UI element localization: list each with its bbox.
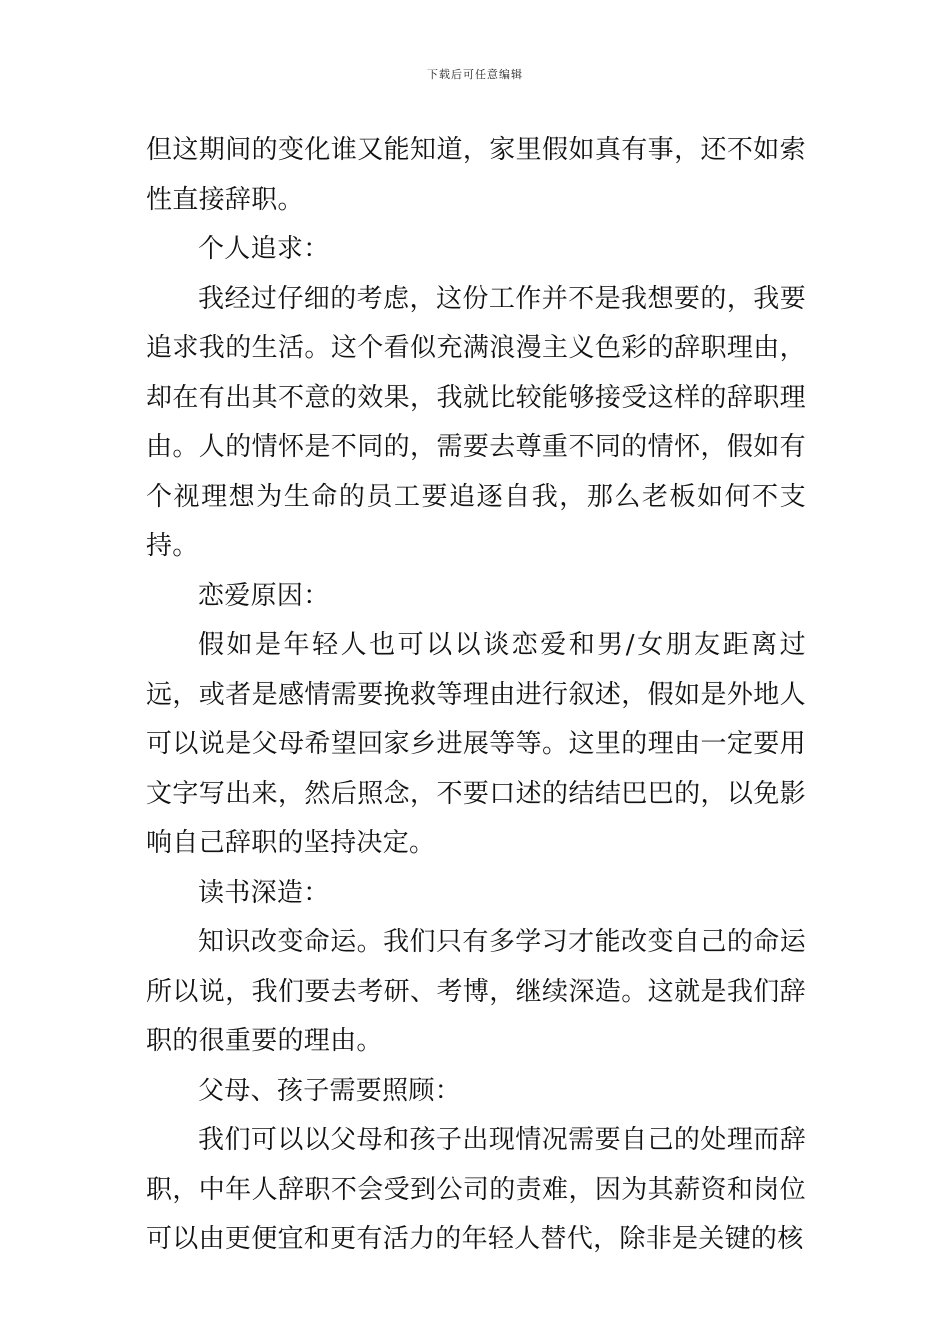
paragraph-family-care: 我们可以以父母和孩子出现情况需要自己的处理而辞职，中年人辞职不会受到公司的责难，因为其薪资和岗位可以由更便宜和更有活力的年轻人替代，除非是关键的核 — [146, 1125, 806, 1254]
paragraph-romance-reason: 假如是年轻人也可以以谈恋爱和男/女朋友距离过远，或者是感情需要挽救等理由进行叙述，假如是外地人可以说是父母希望回家乡进展等等。这里的理由一定要用文字写出来，然后照念，不要口述的结结巴巴的，以免影响自己辞职的坚持决定。 — [146, 630, 806, 858]
heading-further-study: 读书深造： — [198, 877, 330, 908]
heading-personal-pursuit: 个人追求： — [198, 234, 330, 264]
document-body — [146, 126, 806, 1265]
heading-romance-reason: 恋爱原因： — [198, 580, 330, 611]
page-header-note: 下载后可任意编辑 — [427, 68, 523, 81]
heading-family-care: 父母、孩子需要照顾： — [198, 1075, 462, 1106]
paragraph-personal-pursuit: 我经过仔细的考虑，这份工作并不是我想要的，我要追求我的生活。这个看似充满浪漫主义色彩的辞职理由，却在有出其不意的效果，我就比较能够接受这样的辞职理由。人的情怀是不同的，需要去尊重不同的情怀，假如有个视理想为生命的员工要追逐自我，那么老板如何不支持。 — [146, 283, 806, 561]
paragraph-further-study: 知识改变命运。我们只有多学习才能改变自己的命运所以说，我们要去考研、考博，继续深造。这就是我们辞职的很重要的理由。 — [146, 927, 806, 1056]
paragraph-continuation: 但这期间的变化谁又能知道，家里假如真有事，还不如索性直接辞职。 — [146, 135, 806, 215]
